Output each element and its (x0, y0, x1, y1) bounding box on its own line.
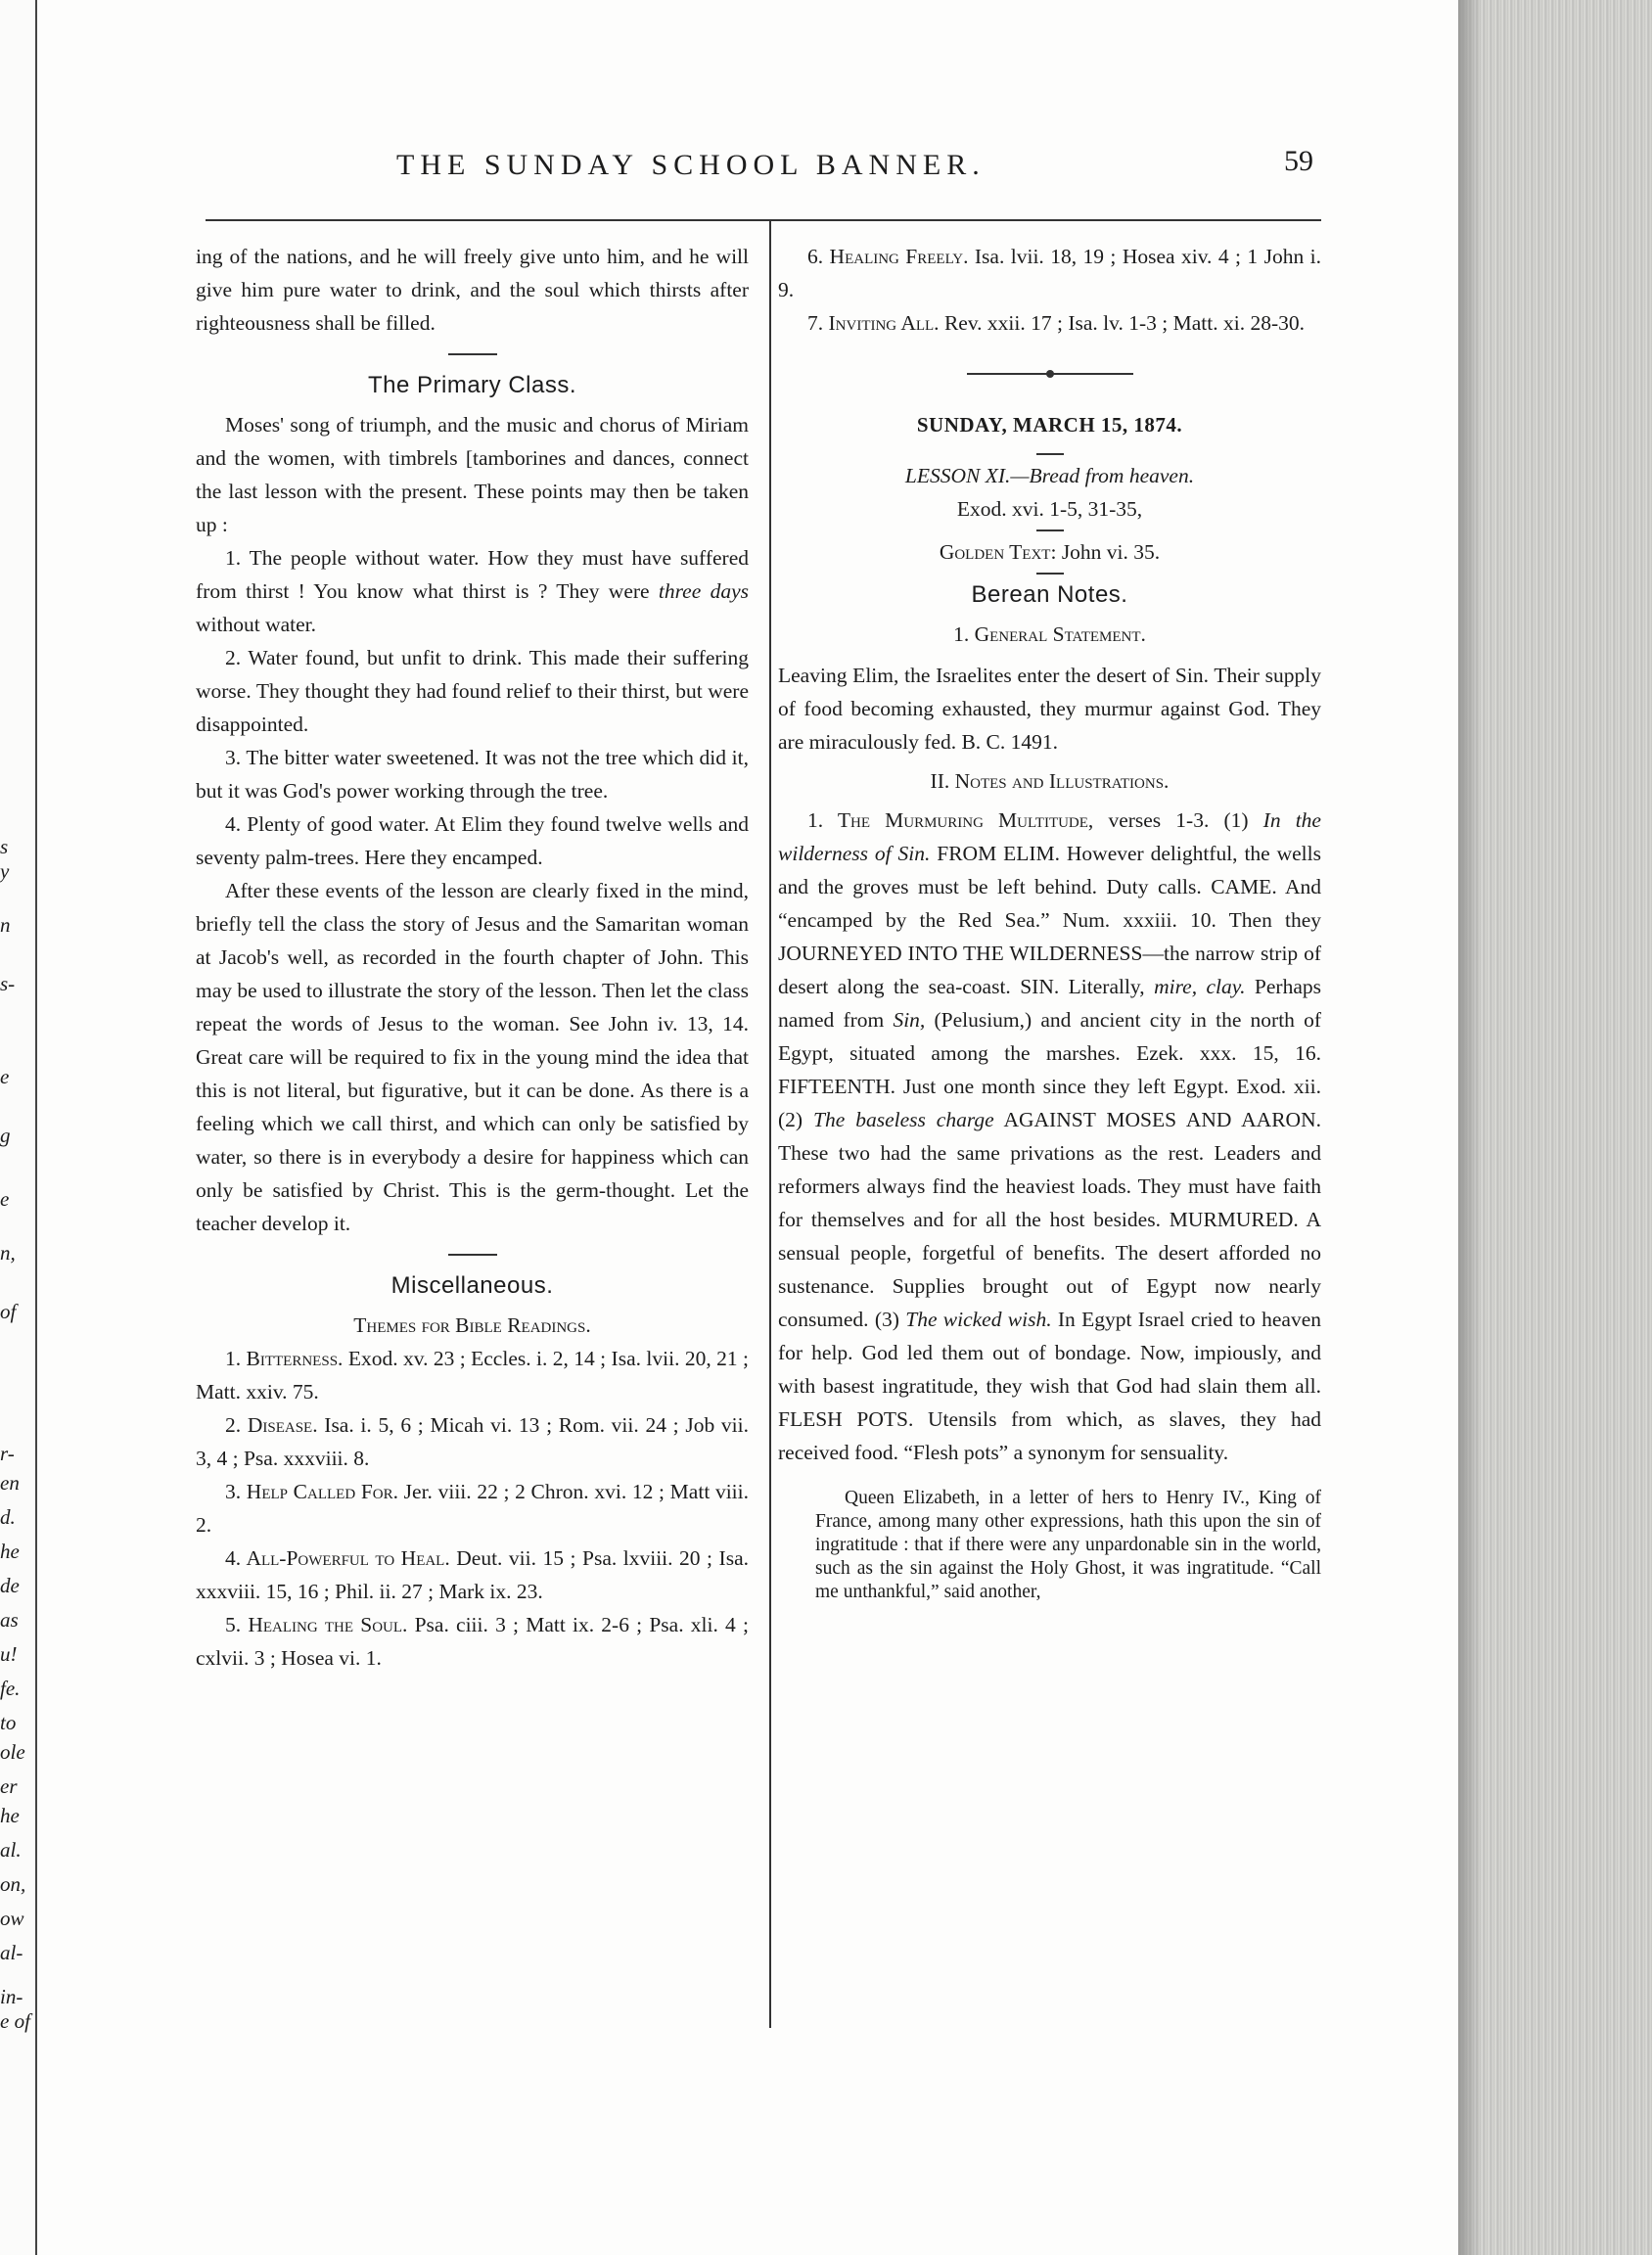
lesson-reference: Exod. xvi. 1-5, 31-35, (956, 497, 1143, 521)
margin-fragment: ole (0, 1740, 25, 1764)
margin-fragment: al- (0, 1941, 23, 1964)
margin-fragment: e (0, 1187, 10, 1211)
section-rule (1036, 529, 1064, 531)
margin-fragment: as (0, 1608, 19, 1632)
section-heading: Miscellaneous. (390, 1272, 554, 1299)
lesson-date: SUNDAY, MARCH 15, 1874. (916, 413, 1183, 437)
margin-fragment: d. (0, 1505, 16, 1529)
section-rule (1036, 453, 1064, 455)
margin-fragment: s (0, 835, 9, 858)
section-rule (1036, 573, 1064, 575)
subheading: 1. General Statement. (953, 622, 1146, 646)
margin-fragment: r- (0, 1442, 15, 1465)
margin-fragment: u! (0, 1642, 18, 1666)
ornamental-rule (967, 373, 1133, 375)
margin-fragment: al. (0, 1838, 22, 1862)
margin-fragment: y (0, 859, 10, 883)
paragraph: ing of the nations, and he will freely give unto him, and he will give him pure water to drink, and the soul which thirsts after righteousness shall be filled. (196, 245, 749, 335)
margin-fragment: of (0, 1300, 17, 1323)
list-item: 3. The bitter water sweetened. It was not the tree which did it, but it was God's power working through the tree. (196, 746, 749, 803)
list-item: 2. Disease. Isa. i. 5, 6 ; Micah vi. 13 ; Rom. vii. 24 ; Job vii. 3, 4 ; Psa. xxxviii. 8. (196, 1413, 749, 1470)
lesson-title: LESSON XI.—Bread from heaven. (904, 464, 1195, 487)
left-column (196, 240, 749, 1675)
list-item: 2. Water found, but unfit to drink. This made their suffering worse. They thought they had found relief to their thirst, but were disappointed. (196, 646, 749, 736)
margin-fragment: de (0, 1574, 20, 1597)
subheading: II. Notes and Illustrations. (930, 769, 1170, 793)
margin-fragment: he (0, 1540, 20, 1563)
margin-fragment: he (0, 1804, 20, 1827)
list-item: 4. Plenty of good water. At Elim they found twelve wells and seventy palm-trees. Here they encamped. (196, 812, 749, 869)
section-heading: The Primary Class. (367, 372, 577, 398)
margin-fragment: s- (0, 972, 16, 995)
golden-text: Golden Text: John vi. 35. (939, 540, 1161, 564)
running-head: THE SUNDAY SCHOOL BANNER. (396, 149, 986, 181)
margin-fragment: n, (0, 1241, 16, 1265)
list-item: 5. Healing the Soul. Psa. ciii. 3 ; Matt ix. 2-6 ; Psa. xli. 4 ; cxlvii. 3 ; Hosea vi. 1. (196, 1613, 749, 1670)
list-item: 6. Healing Freely. Isa. lvii. 18, 19 ; Hosea xiv. 4 ; 1 John i. 9. (778, 245, 1321, 301)
section-rule (448, 353, 497, 355)
block-quote: Queen Elizabeth, in a letter of hers to Henry IV., King of France, among many other expressions, hath this upon the sin of ingratitude : that if there were any unpardonable sin in the world, such as the sin against the Holy Ghost, it was ingratitude. “Call me unthankful,” said another, (815, 1488, 1321, 1602)
previous-page-margin (0, 0, 35, 2255)
paragraph: After these events of the lesson are clearly fixed in the mind, briefly tell the class the story of Jesus and the Samaritan woman at Jacob's well, as recorded in the fourth chapter of John. This may be used to illustrate the story of the lesson. Then let the class repeat the words of Jesus to the woman. See John iv. 13, 14. Great care will be required to fix in the young mind the idea that this is not literal, but figurative, but it can be done. As there is a feeling which we call thirst, and which can only be satisfied by water, so there is in everybody a desire for happiness which can only be satisfied by Christ. This is the germ-thought. Let the teacher develop it. (196, 879, 749, 1235)
section-heading: Berean Notes. (971, 581, 1128, 608)
margin-fragment: ow (0, 1907, 24, 1930)
column-divider (769, 219, 771, 2028)
margin-fragment: er (0, 1774, 18, 1798)
margin-fragment: e (0, 1065, 10, 1088)
list-item: 3. Help Called For. Jer. viii. 22 ; 2 Chron. xvi. 12 ; Matt viii. 2. (196, 1480, 750, 1537)
section-rule (448, 1254, 497, 1256)
margin-fragment: on, (0, 1872, 26, 1896)
gutter-shadow (1458, 0, 1482, 2255)
margin-fragment: to (0, 1711, 17, 1734)
subheading: Themes for Bible Readings. (353, 1313, 591, 1337)
list-item: 1. Bitterness. Exod. xv. 23 ; Eccles. i. 2, 14 ; Isa. lvii. 20, 21 ; Matt. xxiv. 75. (196, 1347, 749, 1404)
right-column (778, 240, 1321, 1604)
list-item: 4. All-Powerful to Heal. Deut. vii. 15 ; Psa. lxviii. 20 ; Isa. xxxviii. 15, 16 ; Phil. ii. 27 ; Mark ix. 23. (196, 1546, 749, 1603)
margin-fragment: en (0, 1471, 20, 1495)
margin-fragment: n (0, 913, 11, 937)
margin-fragment: in- (0, 1985, 23, 2008)
paragraph: Moses' song of triumph, and the music and chorus of Miriam and the women, with timbrels [tamborines and dances, connect the last lesson with the present. These points may then be taken up : (196, 413, 749, 536)
list-item: 1. The people without water. How they must have suffered from thirst ! You know what thirst is ? They were three days without water. (196, 546, 749, 636)
margin-fragment: fe. (0, 1677, 21, 1700)
page-number: 59 (1284, 145, 1313, 177)
book-page-edges (1458, 0, 1652, 2255)
header-rule (206, 219, 1321, 221)
margin-fragment: g (0, 1124, 11, 1147)
list-item: 7. Inviting All. Rev. xxii. 17 ; Isa. lv. 1-3 ; Matt. xi. 28-30. (807, 311, 1305, 335)
paragraph: 1. The Murmuring Multitude, verses 1-3. (1) In the wilderness of Sin. FROM ELIM. However delightful, the wells and the groves must be left behind. Duty calls. CAME. And “encamped by the Red Sea.” Num. xxxiii. 10. Then they JOURNEYED INTO THE WILDERNESS—the narrow strip of desert along the sea-coast. SIN. Literally, mire, clay. Perhaps named from Sin, (Pelusium,) and ancient city in the north of Egypt, situated among the marshes. Ezek. xxx. 15, 16. FIFTEENTH. Just one month since they left Egypt. Exod. xii. (2) The baseless charge AGAINST MOSES AND AARON. These two had the same privations as the rest. Leaders and reformers always find the heaviest loads. They must have faith for themselves and for all the host besides. MURMURED. A sensual people, forgetful of benefits. The desert afforded no sustenance. Supplies brought out of Egypt now nearly consumed. (3) The wicked wish. In Egypt Israel cried to heaven for help. God led them out of bondage. Now, impiously, and with basest ingratitude, they wish that God had slain them all. FLESH POTS. Utensils from which, as slaves, they had received food. “Flesh pots” a synonym for sensuality. (778, 808, 1321, 1464)
margin-fragment: e of (0, 2009, 30, 2033)
paragraph: Leaving Elim, the Israelites enter the desert of Sin. Their supply of food becoming exhausted, they murmur against God. They are miraculously fed. B. C. 1491. (778, 664, 1321, 754)
